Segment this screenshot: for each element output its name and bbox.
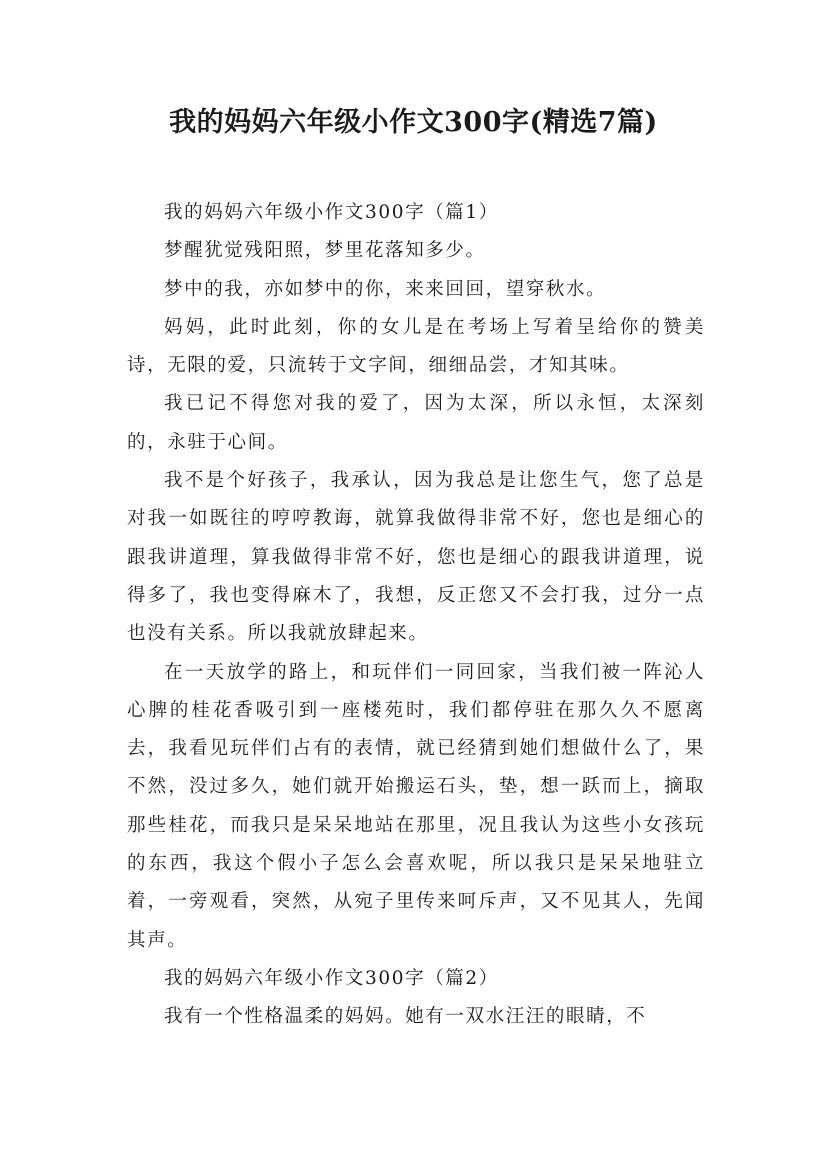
paragraph: 我不是个好孩子，我承认，因为我总是让您生气，您了总是对我一如既往的哼哼教诲，就算我做得非常不好，您也是细心的跟我讲道理，算我做得非常不好，您也是细心的跟我讲道理，说得多了，我也变得麻木了，我想，反正您又不会打我，过分一点也没有关系。所以我就放肆起来。 xyxy=(127,470,705,645)
paragraph: 我有一个性格温柔的妈妈。她有一双水汪汪的眼睛，不 xyxy=(164,1006,647,1028)
paragraph: 我已记不得您对我的爱了，因为太深，所以永恒，太深刻的，永驻于心间。 xyxy=(127,393,705,453)
paragraph: 在一天放学的路上，和玩伴们一同回家，当我们被一阵沁人心脾的桂花香吸引到一座楼苑时，我们都停驻在那久久不愿离去，我看见玩伴们占有的表情，就已经猜到她们想做什么了，果不然，没过多久，她们就开始搬运石头，垫，想一跃而上，摘取那些桂花，而我只是呆呆地站在那里，况且我认为这些小女孩玩的东西，我这个假小子怎么会喜欢呢，所以我只是呆呆地驻立着，一旁观看，突然，从宛子里传来呵斥声，又不见其人，先闻其声。 xyxy=(127,661,705,951)
document-body xyxy=(127,194,705,1037)
essay-heading-1: 我的妈妈六年级小作文300字（篇1） xyxy=(164,202,499,223)
essay-heading-2: 我的妈妈六年级小作文300字（篇2） xyxy=(164,967,499,989)
document-title: 我的妈妈六年级小作文300字(精选7篇) xyxy=(169,107,658,138)
paragraph: 梦醒犹觉残阳照，梦里花落知多少。 xyxy=(164,240,486,262)
paragraph: 妈妈，此时此刻，你的女儿是在考场上写着呈给你的赞美诗，无限的爱，只流转于文字间，细细品尝，才知其味。 xyxy=(127,316,705,377)
paragraph: 梦中的我，亦如梦中的你，来来回回，望穿秋水。 xyxy=(164,278,607,300)
